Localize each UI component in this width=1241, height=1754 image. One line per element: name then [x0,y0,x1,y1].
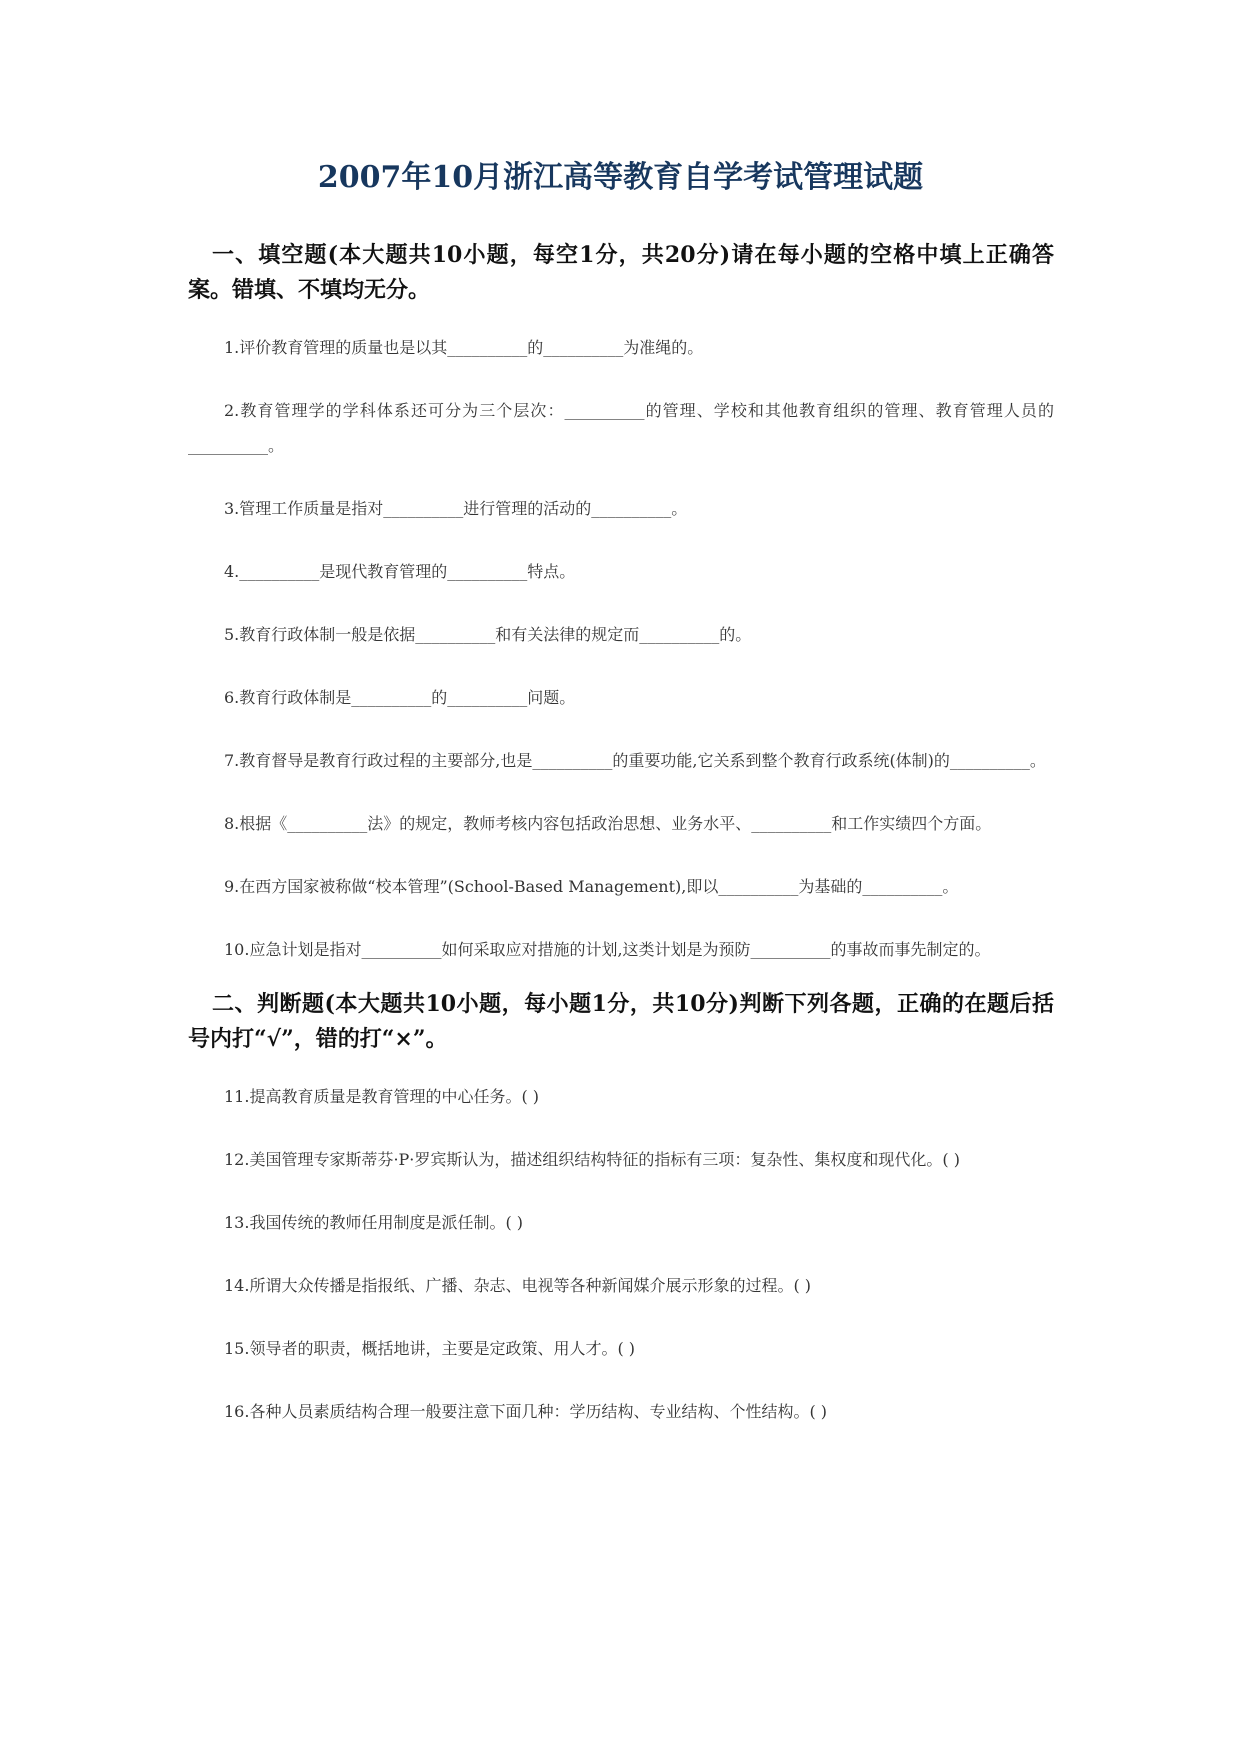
section-heading-true-false: 二、判断题(本大题共10小题，每小题1分，共10分)判断下列各题，正确的在题后括号内打“√”，错的打“×”。 [188,991,1054,1052]
question-14: 14.所谓大众传播是指报纸、广播、杂志、电视等各种新闻媒介展示形象的过程。( ) [224,1276,812,1295]
question-5: 5.教育行政体制一般是依据__________和有关法律的规定而__________的。 [224,625,752,644]
question-12: 12.美国管理专家斯蒂芬·P·罗宾斯认为，描述组织结构特征的指标有三项：复杂性、集权度和现代化。( ) [224,1150,960,1169]
question-15: 15.领导者的职责，概括地讲，主要是定政策、用人才。( ) [224,1339,636,1358]
question-11: 11.提高教育质量是教育管理的中心任务。( ) [224,1087,540,1106]
exam-content [188,238,1054,1457]
question-2: 2.教育管理学的学科体系还可分为三个层次：__________的管理、学校和其他教育组织的管理、教育管理人员的__________。 [188,401,1054,455]
question-13: 13.我国传统的教师任用制度是派任制。( ) [224,1213,524,1232]
section-heading-fill-in: 一、填空题(本大题共10小题，每空1分，共20分)请在每小题的空格中填上正确答案。错填、不填均无分。 [188,242,1054,303]
question-9: 9.在西方国家被称做“校本管理”(School-Based Management),即以__________为基础的__________。 [224,877,959,896]
question-1: 1.评价教育管理的质量也是以其__________的__________为准绳的。 [224,338,704,357]
question-16: 16.各种人员素质结构合理一般要注意下面几种：学历结构、专业结构、个性结构。( ) [224,1402,828,1421]
question-6: 6.教育行政体制是__________的__________问题。 [224,688,576,707]
question-8: 8.根据《__________法》的规定，教师考核内容包括政治思想、业务水平、__________和工作实绩四个方面。 [224,814,992,833]
question-4: 4.__________是现代教育管理的__________特点。 [224,562,576,581]
question-10: 10.应急计划是指对__________如何采取应对措施的计划,这类计划是为预防__________的事故而事先制定的。 [224,940,991,959]
page-title: 2007年10月浙江高等教育自学考试管理试题 [317,160,924,195]
question-7: 7.教育督导是教育行政过程的主要部分,也是__________的重要功能,它关系到整个教育行政系统(体制)的__________。 [224,751,1046,770]
question-3: 3.管理工作质量是指对__________进行管理的活动的__________。 [224,499,688,518]
